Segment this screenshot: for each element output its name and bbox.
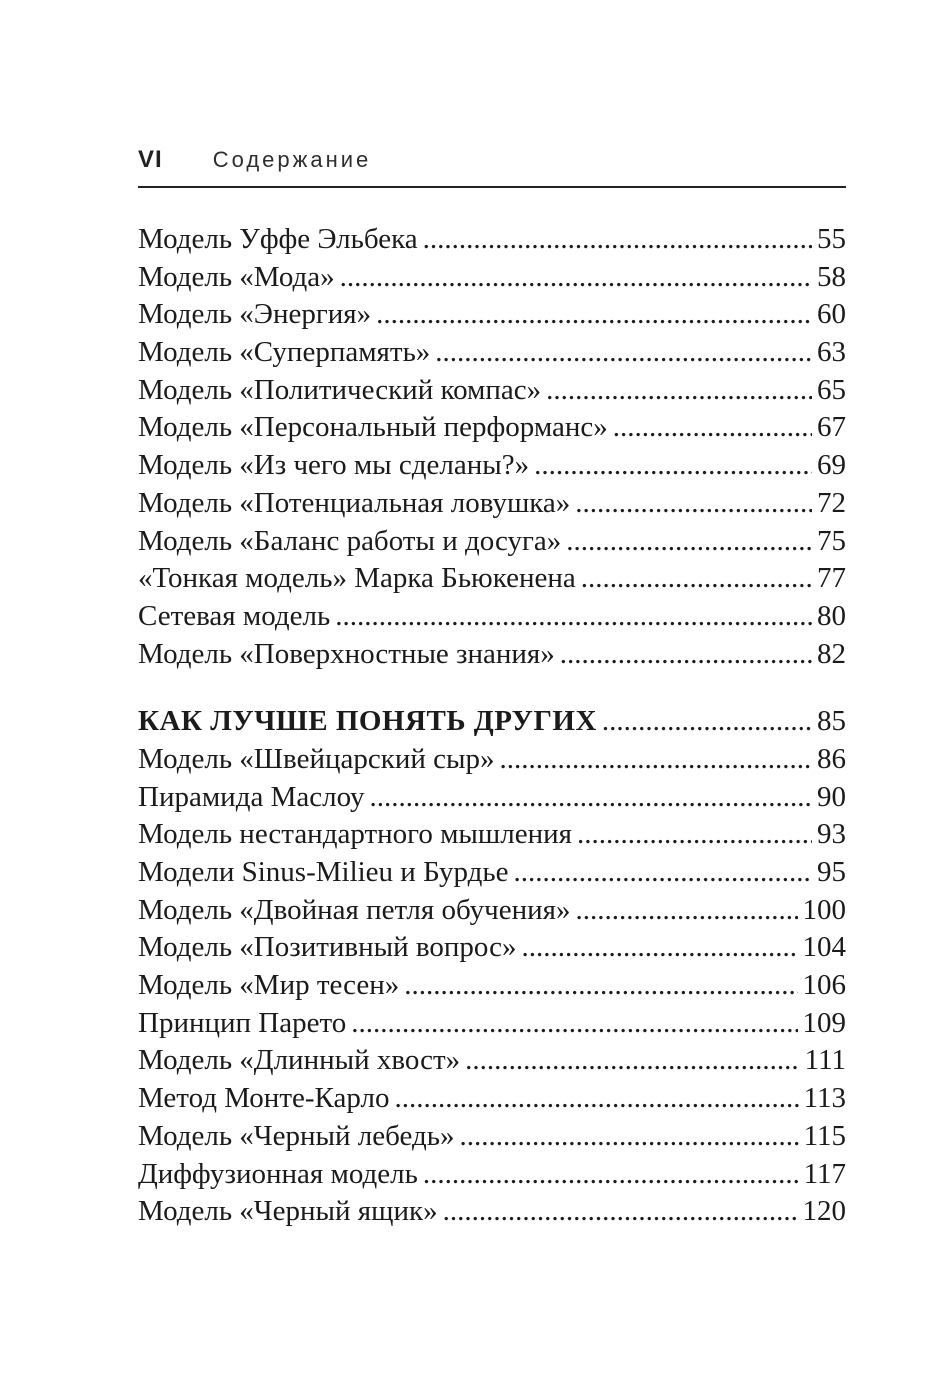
toc-entry [138,816,846,854]
toc-entry [138,296,846,334]
toc-entry-page: 113 [803,1082,846,1115]
dot-leader [404,967,797,1005]
dot-leader [351,1005,797,1043]
toc-entry-title: Модель «Из чего мы сделаны?» [138,449,530,482]
toc-entry [138,523,846,561]
toc-entry-title: Модель «Энергия» [138,298,372,331]
dot-leader [423,1156,799,1194]
toc-entry [138,560,846,598]
toc-entry-title: Модель «Длинный хвост» [138,1044,461,1077]
toc-entry [138,779,846,817]
dot-leader [581,560,812,598]
toc-entry [138,703,846,741]
toc-entry [138,1080,846,1118]
dot-leader [369,779,812,817]
toc-entry-page: 75 [817,524,846,557]
toc-entry-title: Модель «Швейцарский сыр» [138,742,495,775]
toc-entry-page: 95 [817,856,846,888]
toc-entry-title: Метод Монте-Карло [138,1082,390,1115]
toc-entry [138,892,846,930]
toc-entry-page: 65 [817,373,846,406]
toc-entry [138,485,846,523]
toc-entry-title: Модель «Мир тесен» [138,969,400,1002]
toc-entry-title: КАК ЛУЧШЕ ПОНЯТЬ ДРУГИХ [138,705,597,738]
toc-entry [138,741,846,779]
toc-entry [138,929,846,967]
dot-leader [546,372,812,410]
toc-entry-title: Модель «Потенциальная ловушка» [138,486,571,519]
toc-entry-title: Модель «Суперпамять» [138,336,431,369]
toc-entry [138,334,846,372]
toc-entry-title: Модель «Двойная петля обучения» [138,893,571,926]
dot-leader [443,1193,798,1231]
toc-entry-title: Модель «Баланс работы и досуга» [138,524,562,557]
toc-entry-page: 60 [817,298,846,331]
toc-entry-page: 120 [802,1195,846,1228]
toc-entry-title: Модель «Черный лебедь» [138,1119,455,1152]
toc-entry-title: Модель «Позитивный вопрос» [138,931,517,964]
toc-entry-page: 115 [803,1119,846,1152]
toc-entry-page: 109 [802,1006,846,1039]
dot-leader [376,296,812,334]
toc-entry-page: 67 [817,411,846,444]
toc-entry-title: Пирамида Маслоу [138,780,365,813]
dot-leader [465,1042,800,1080]
toc-entry [138,1118,846,1156]
toc-entry-page: 100 [802,893,846,926]
dot-leader [340,259,812,297]
toc-entry [138,1156,846,1194]
dot-leader [394,1080,798,1118]
toc-entry-page: 72 [817,486,846,519]
dot-leader [575,892,797,930]
dot-leader [534,447,812,485]
dot-leader [566,523,812,561]
toc-entry-title: Сетевая модель [138,599,331,632]
toc-entry-page: 93 [817,818,846,851]
toc-entry-page: 77 [817,562,846,595]
toc-entry-page: 82 [817,637,846,670]
header-rule [138,186,846,188]
toc-entry-title: Модель «Политический компас» [138,373,542,406]
dot-leader [435,334,812,372]
toc-entry [138,372,846,410]
dot-leader [459,1118,798,1156]
toc-entry-title: Модель «Поверхностные знания» [138,637,555,670]
page-number: VI [138,146,163,173]
toc-entry [138,447,846,485]
toc-entry-page: 106 [802,969,846,1002]
toc-list [138,221,846,1231]
toc-entry-page: 90 [817,780,846,813]
dot-leader [575,485,812,523]
toc-entry-page: 85 [817,705,846,738]
toc-entry [138,1193,846,1231]
toc-entry-page: 63 [817,336,846,369]
dot-leader [613,409,812,447]
toc-entry [138,967,846,1005]
dot-leader [577,816,812,854]
toc-entry-page: 55 [817,223,846,255]
dot-leader [602,703,812,741]
dot-leader [499,741,812,779]
toc-entry [138,1005,846,1043]
toc-entry [138,409,846,447]
toc-entry [138,636,846,674]
toc-entry-page: 117 [803,1157,846,1190]
toc-entry-title: Модели Sinus-Milieu и Бурдье [138,856,509,888]
dot-leader [522,929,798,967]
toc-entry-title: Модель «Мода» [138,260,335,293]
toc-entry [138,259,846,297]
toc-entry-page: 80 [817,599,846,632]
running-head [138,147,846,172]
toc-entry-title: Модель «Черный ящик» [138,1195,438,1228]
toc-entry-title: Модель Уффе Эльбека [138,223,418,255]
toc-entry-title: Принцип Парето [138,1006,347,1039]
toc-entry [138,1042,846,1080]
toc-entry-title: Диффузионная модель [138,1157,418,1190]
dot-leader [560,636,812,674]
toc-entry-page: 104 [802,931,846,964]
toc-entry [138,598,846,636]
toc-entry-page: 86 [817,742,846,775]
toc-entry [138,221,846,259]
toc-entry-page: 111 [804,1044,846,1077]
toc-entry-title: Модель «Персональный перформанс» [138,411,608,444]
toc-entry-title: Модель нестандартного мышления [138,818,572,851]
dot-leader [513,854,812,892]
toc-entry-title: «Тонкая модель» Марка Бьюкенена [138,562,576,595]
running-title: Содержание [212,147,372,172]
toc-entry-page: 58 [817,260,846,293]
toc-entry-page: 69 [817,449,846,482]
dot-leader [423,221,812,259]
dot-leader [335,598,812,636]
toc-entry [138,854,846,892]
